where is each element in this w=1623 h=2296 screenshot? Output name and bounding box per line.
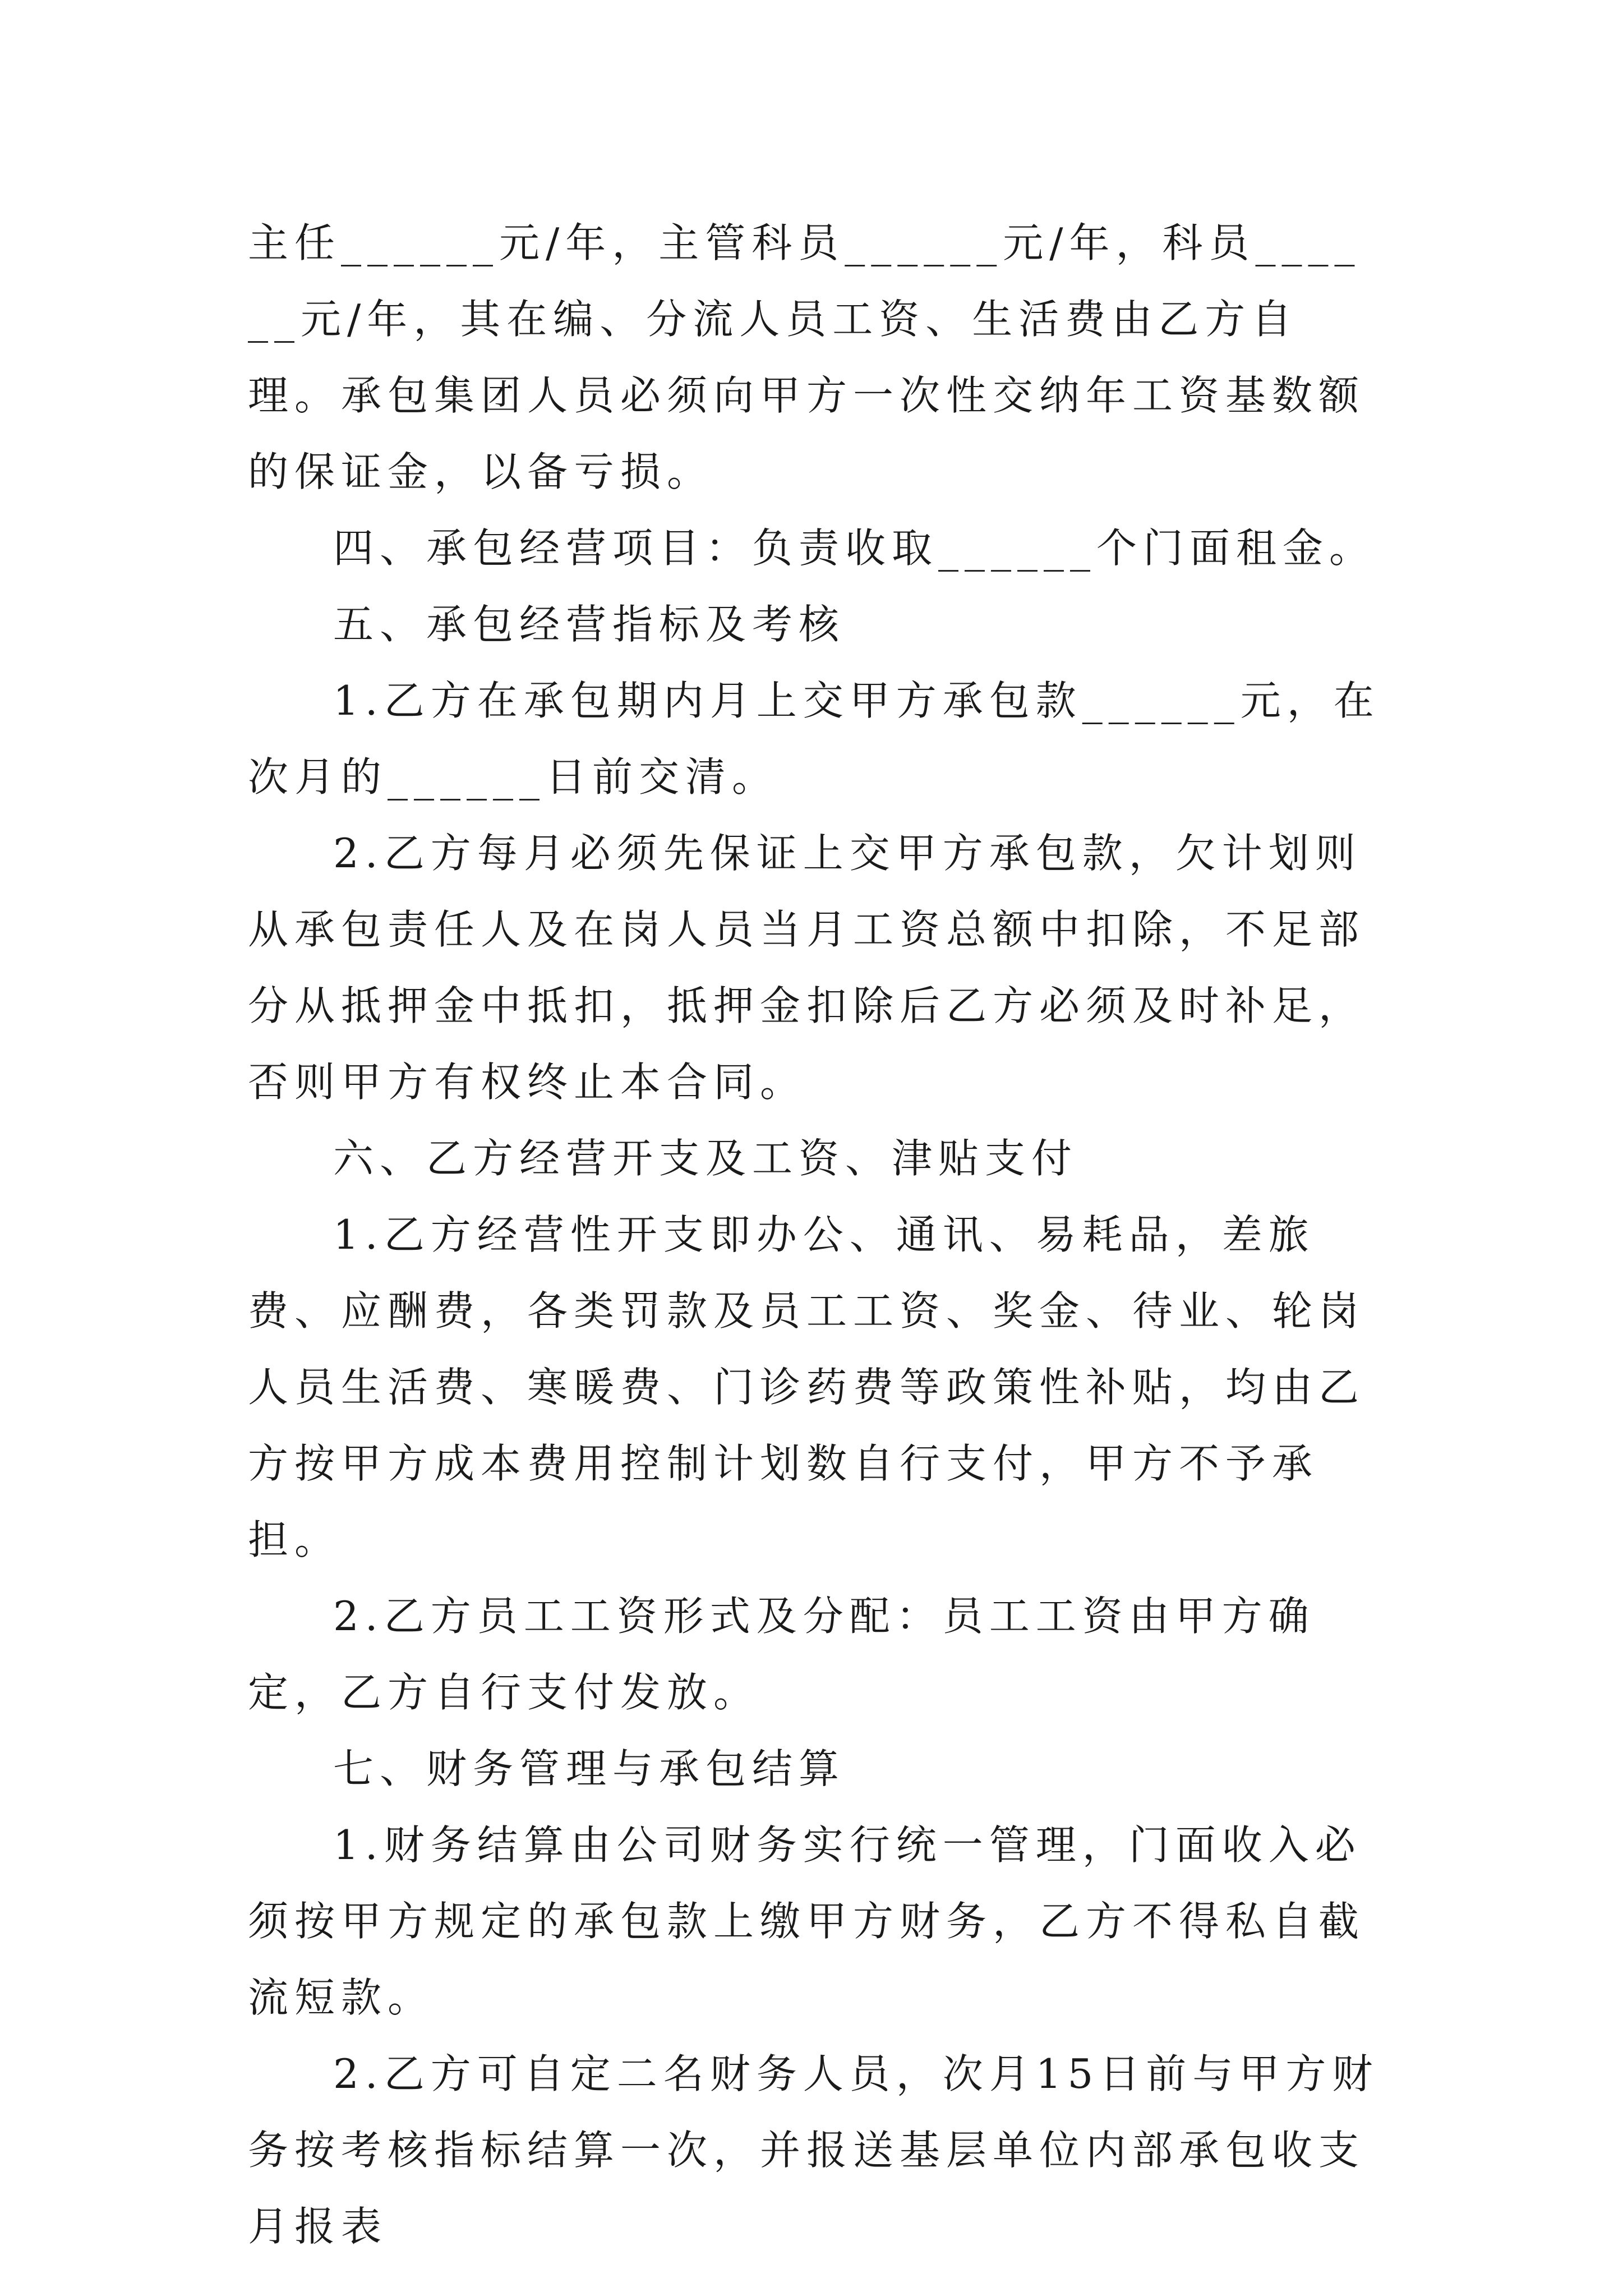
paragraph-salary-terms: 主任______元/年，主管科员______元/年，科员______元/年，其在编、分流人员工资、生活费由乙方自理。承包集团人员必须向甲方一次性交纳年工资基数额的保证金，以备亏损。 [248,219,1366,495]
section-seven-item-1: 1.财务结算由公司财务实行统一管理，门面收入必须按甲方规定的承包款上缴甲方财务，乙方不得私自截流短款。 [248,1821,1366,2021]
section-seven-heading: 七、财务管理与承包结算 [333,1745,846,1792]
section-five-heading: 五、承包经营指标及考核 [333,601,846,648]
section-five-item-1: 1.乙方在承包期内月上交甲方承包款______元，在次月的______日前交清。 [248,677,1380,800]
document-body [248,205,1381,2265]
section-five-item-2: 2.乙方每月必须先保证上交甲方承包款，欠计划则从承包责任人及在岗人员当月工资总额中扣除，不足部分从抵押金中抵扣，抵押金扣除后乙方必须及时补足，否则甲方有权终止本合同。 [248,830,1366,1106]
section-six-heading: 六、乙方经营开支及工资、津贴支付 [333,1135,1078,1182]
section-seven-item-2: 2.乙方可自定二名财务人员，次月15日前与甲方财务按考核指标结算一次，并报送基层单位内部承包收支月报表 [248,2050,1379,2250]
section-six-item-2: 2.乙方员工工资形式及分配：员工工资由甲方确定，乙方自行支付发放。 [248,1593,1315,1716]
section-four-heading: 四、承包经营项目：负责收取______个门面租金。 [333,524,1376,572]
section-six-item-1: 1.乙方经营性开支即办公、通讯、易耗品，差旅费、应酬费，各类罚款及员工工资、奖金、待业、轮岗人员生活费、寒暖费、门诊药费等政策性补贴，均由乙方按甲方成本费用控制计划数自行支付，甲方不予承担。 [248,1211,1366,1563]
